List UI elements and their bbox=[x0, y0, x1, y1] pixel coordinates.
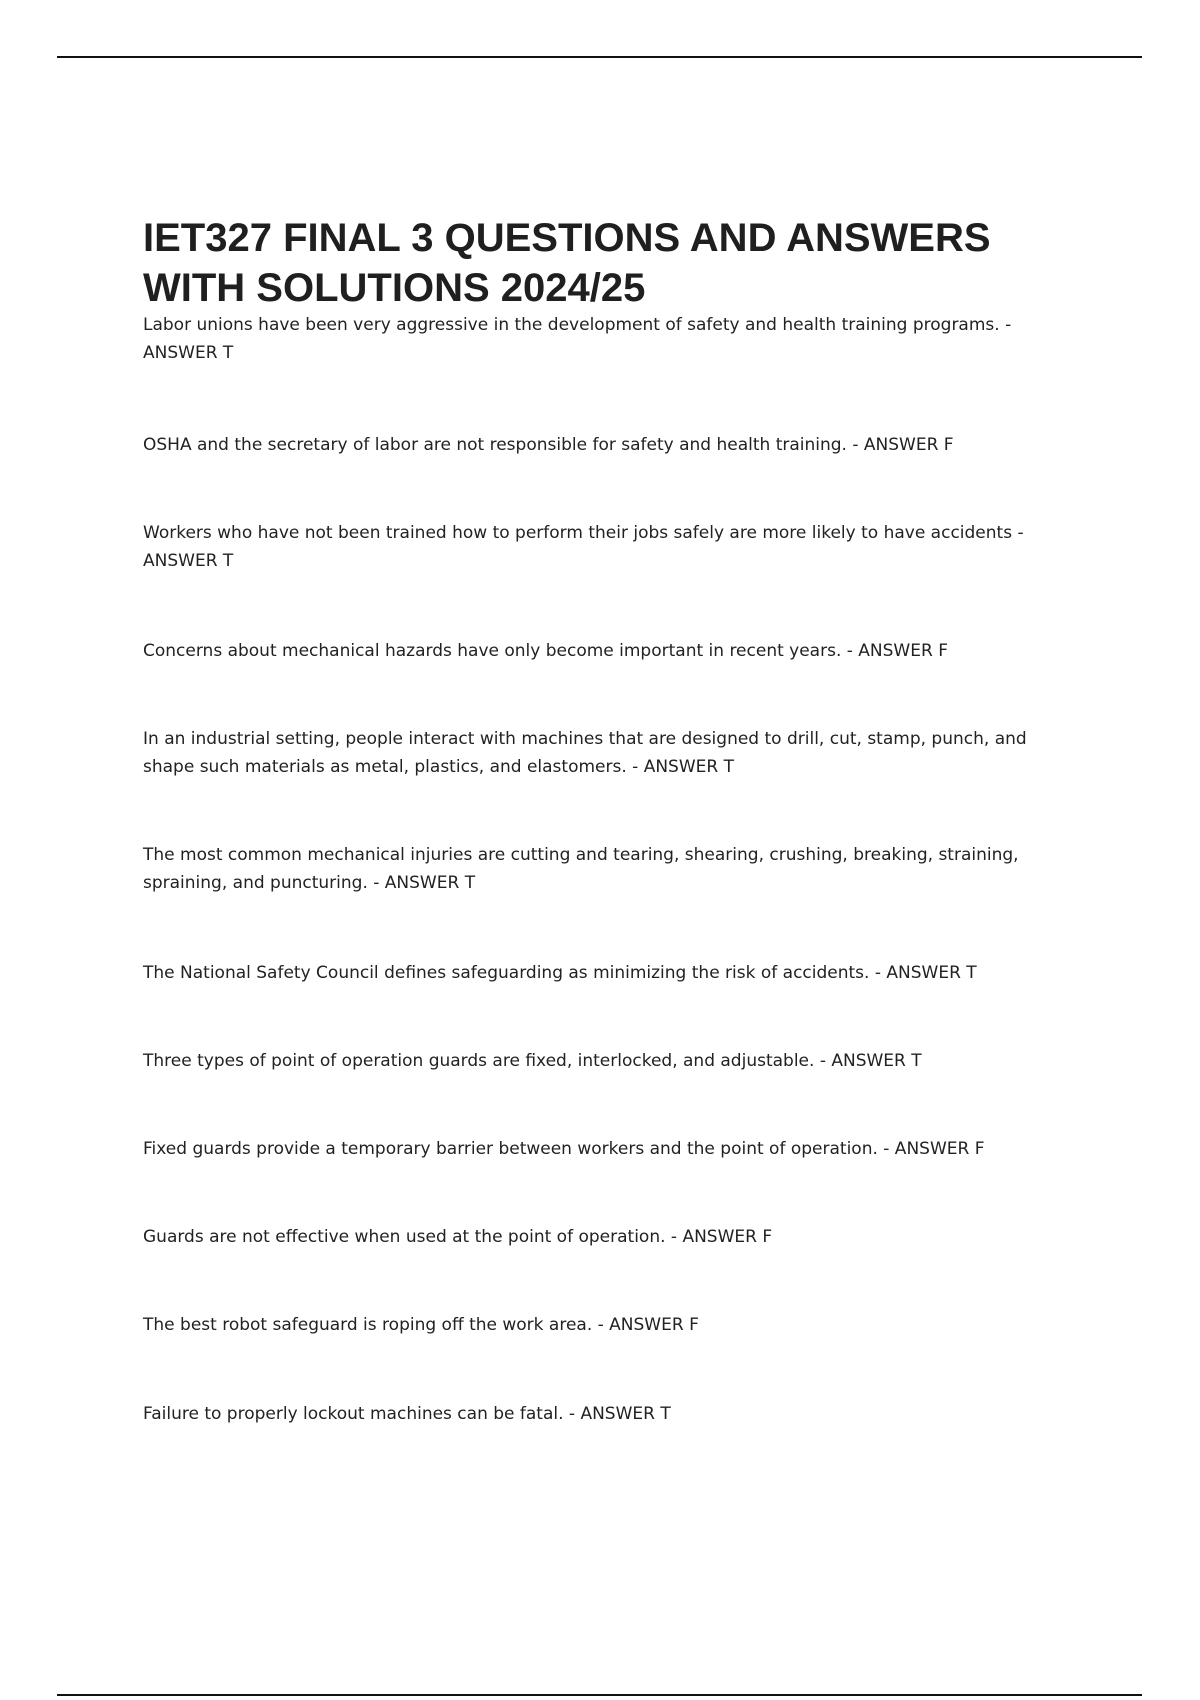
qa-item-10: Guards are not effective when used at the point of operation. - ANSWER F bbox=[143, 1227, 773, 1247]
qa-item-4: Concerns about mechanical hazards have only become important in recent years. - ANSWER F bbox=[143, 641, 948, 661]
document-content bbox=[143, 213, 1073, 1424]
qa-item-1: Labor unions have been very aggressive in the development of safety and health training programs. - ANSWER T bbox=[143, 315, 1012, 363]
title-line-2: WITH SOLUTIONS 2024/25 bbox=[143, 266, 646, 310]
qa-item-3: Workers who have not been trained how to perform their jobs safely are more likely to have accidents - ANSWER T bbox=[143, 523, 1024, 571]
qa-item-7: The National Safety Council defines safeguarding as minimizing the risk of accidents. - ANSWER T bbox=[143, 963, 977, 983]
qa-item-6: The most common mechanical injuries are cutting and tearing, shearing, crushing, breaking, straining, spraining, and puncturing. - ANSWER T bbox=[143, 845, 1019, 893]
top-rule bbox=[57, 56, 1142, 58]
qa-item-8: Three types of point of operation guards are fixed, interlocked, and adjustable. - ANSWER T bbox=[143, 1051, 922, 1071]
document-title bbox=[143, 213, 1073, 313]
qa-item-12: Failure to properly lockout machines can be fatal. - ANSWER T bbox=[143, 1404, 671, 1424]
qa-item-2: OSHA and the secretary of labor are not responsible for safety and health training. - ANSWER F bbox=[143, 435, 954, 455]
qa-item-11: The best robot safeguard is roping off the work area. - ANSWER F bbox=[143, 1315, 699, 1335]
bottom-rule bbox=[57, 1694, 1142, 1696]
qa-item-5: In an industrial setting, people interact with machines that are designed to drill, cut, stamp, punch, and shape such materials as metal, plastics, and elastomers. - ANSWER T bbox=[143, 729, 1027, 777]
qa-item-9: Fixed guards provide a temporary barrier between workers and the point of operation. - ANSWER F bbox=[143, 1139, 985, 1159]
title-line-1: IET327 FINAL 3 QUESTIONS AND ANSWERS bbox=[143, 216, 991, 260]
